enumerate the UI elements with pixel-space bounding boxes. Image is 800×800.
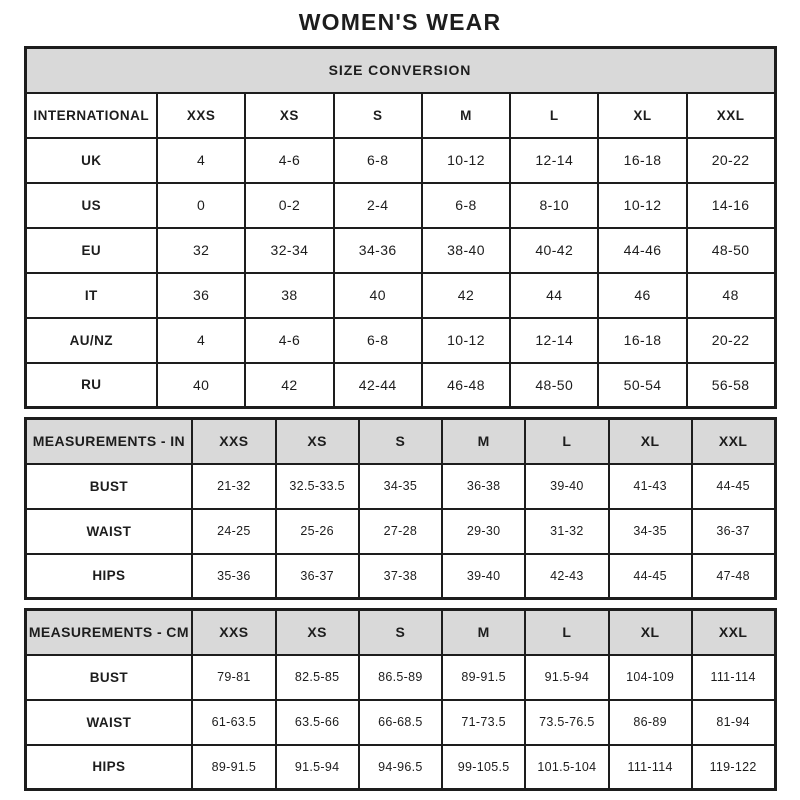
column-header-m: M (422, 93, 510, 138)
column-header-xxs: XXS (157, 93, 245, 138)
value-cell: 44-45 (692, 464, 775, 509)
value-cell: 6-8 (334, 318, 422, 363)
value-cell: 101.5-104 (525, 745, 608, 790)
value-cell: 0-2 (245, 183, 333, 228)
value-cell: 48-50 (687, 228, 775, 273)
row-label-it: IT (25, 273, 157, 318)
row-label-hips: HIPS (25, 554, 192, 599)
column-header-xxl: XXL (692, 610, 775, 655)
size-conversion-table-body (25, 48, 775, 408)
column-header-s: S (359, 419, 442, 464)
value-cell: 20-22 (687, 138, 775, 183)
size-conversion-header-row (25, 93, 775, 138)
value-cell: 10-12 (598, 183, 686, 228)
value-cell: 6-8 (422, 183, 510, 228)
value-cell: 73.5-76.5 (525, 700, 608, 745)
column-header-xs: XS (276, 419, 359, 464)
value-cell: 40 (157, 363, 245, 408)
column-header-s: S (359, 610, 442, 655)
value-cell: 38 (245, 273, 333, 318)
value-cell: 47-48 (692, 554, 775, 599)
column-header-xxs: XXS (192, 419, 275, 464)
size-conversion-row-us (25, 183, 775, 228)
value-cell: 44-45 (609, 554, 692, 599)
tables-container (24, 46, 777, 791)
row-label-bust: BUST (25, 464, 192, 509)
value-cell: 42-44 (334, 363, 422, 408)
measurements-in-row-waist (25, 509, 775, 554)
size-conversion-row-au-nz (25, 318, 775, 363)
value-cell: 79-81 (192, 655, 275, 700)
value-cell: 48 (687, 273, 775, 318)
column-header-m: M (442, 419, 525, 464)
value-cell: 35-36 (192, 554, 275, 599)
column-header-xxs: XXS (192, 610, 275, 655)
value-cell: 40 (334, 273, 422, 318)
row-label-ru: RU (25, 363, 157, 408)
value-cell: 42-43 (525, 554, 608, 599)
value-cell: 32-34 (245, 228, 333, 273)
value-cell: 2-4 (334, 183, 422, 228)
column-header-xxl: XXL (687, 93, 775, 138)
value-cell: 12-14 (510, 318, 598, 363)
value-cell: 94-96.5 (359, 745, 442, 790)
measurements-cm-row-bust (25, 655, 775, 700)
size-conversion-title: SIZE CONVERSION (25, 48, 775, 93)
value-cell: 66-68.5 (359, 700, 442, 745)
value-cell: 4-6 (245, 318, 333, 363)
value-cell: 44 (510, 273, 598, 318)
measurements-in-table-body (25, 419, 775, 599)
value-cell: 111-114 (692, 655, 775, 700)
value-cell: 99-105.5 (442, 745, 525, 790)
value-cell: 39-40 (525, 464, 608, 509)
row-label-uk: UK (25, 138, 157, 183)
column-header-international: INTERNATIONAL (25, 93, 157, 138)
value-cell: 40-42 (510, 228, 598, 273)
measurements-in-table (24, 417, 777, 600)
value-cell: 4 (157, 318, 245, 363)
column-header-s: S (334, 93, 422, 138)
column-header-xxl: XXL (692, 419, 775, 464)
value-cell: 71-73.5 (442, 700, 525, 745)
value-cell: 4 (157, 138, 245, 183)
value-cell: 34-35 (609, 509, 692, 554)
size-conversion-table (24, 46, 777, 409)
value-cell: 36-37 (276, 554, 359, 599)
value-cell: 20-22 (687, 318, 775, 363)
value-cell: 42 (422, 273, 510, 318)
measurements-in-row-hips (25, 554, 775, 599)
value-cell: 56-58 (687, 363, 775, 408)
column-header-measurements-cm: MEASUREMENTS - CM (25, 610, 192, 655)
value-cell: 4-6 (245, 138, 333, 183)
value-cell: 89-91.5 (442, 655, 525, 700)
value-cell: 91.5-94 (276, 745, 359, 790)
value-cell: 119-122 (692, 745, 775, 790)
value-cell: 111-114 (609, 745, 692, 790)
value-cell: 24-25 (192, 509, 275, 554)
measurements-cm-table-body (25, 610, 775, 790)
value-cell: 25-26 (276, 509, 359, 554)
measurements-cm-row-waist (25, 700, 775, 745)
value-cell: 29-30 (442, 509, 525, 554)
row-label-us: US (25, 183, 157, 228)
column-header-xl: XL (609, 419, 692, 464)
value-cell: 21-32 (192, 464, 275, 509)
column-header-l: L (525, 610, 608, 655)
measurements-in-header-row (25, 419, 775, 464)
column-header-l: L (525, 419, 608, 464)
value-cell: 16-18 (598, 318, 686, 363)
value-cell: 12-14 (510, 138, 598, 183)
column-header-l: L (510, 93, 598, 138)
column-header-xl: XL (609, 610, 692, 655)
value-cell: 86.5-89 (359, 655, 442, 700)
value-cell: 63.5-66 (276, 700, 359, 745)
value-cell: 36-38 (442, 464, 525, 509)
row-label-waist: WAIST (25, 509, 192, 554)
value-cell: 37-38 (359, 554, 442, 599)
value-cell: 89-91.5 (192, 745, 275, 790)
measurements-cm-header-row (25, 610, 775, 655)
value-cell: 34-36 (334, 228, 422, 273)
value-cell: 36 (157, 273, 245, 318)
value-cell: 61-63.5 (192, 700, 275, 745)
value-cell: 10-12 (422, 318, 510, 363)
column-header-xs: XS (245, 93, 333, 138)
value-cell: 6-8 (334, 138, 422, 183)
value-cell: 0 (157, 183, 245, 228)
measurements-in-row-bust (25, 464, 775, 509)
size-conversion-row-ru (25, 363, 775, 408)
measurements-cm-row-hips (25, 745, 775, 790)
size-conversion-title-row (25, 48, 775, 93)
row-label-bust: BUST (25, 655, 192, 700)
value-cell: 34-35 (359, 464, 442, 509)
value-cell: 104-109 (609, 655, 692, 700)
row-label-hips: HIPS (25, 745, 192, 790)
value-cell: 32.5-33.5 (276, 464, 359, 509)
value-cell: 81-94 (692, 700, 775, 745)
value-cell: 31-32 (525, 509, 608, 554)
value-cell: 44-46 (598, 228, 686, 273)
size-conversion-row-eu (25, 228, 775, 273)
row-label-waist: WAIST (25, 700, 192, 745)
measurements-cm-table (24, 608, 777, 791)
value-cell: 41-43 (609, 464, 692, 509)
column-header-xl: XL (598, 93, 686, 138)
size-conversion-row-uk (25, 138, 775, 183)
value-cell: 50-54 (598, 363, 686, 408)
row-label-au-nz: AU/NZ (25, 318, 157, 363)
value-cell: 46 (598, 273, 686, 318)
value-cell: 16-18 (598, 138, 686, 183)
value-cell: 38-40 (422, 228, 510, 273)
value-cell: 36-37 (692, 509, 775, 554)
column-header-xs: XS (276, 610, 359, 655)
value-cell: 32 (157, 228, 245, 273)
column-header-measurements-in: MEASUREMENTS - IN (25, 419, 192, 464)
value-cell: 10-12 (422, 138, 510, 183)
value-cell: 46-48 (422, 363, 510, 408)
value-cell: 48-50 (510, 363, 598, 408)
page-title: WOMEN'S WEAR (298, 9, 502, 35)
value-cell: 91.5-94 (525, 655, 608, 700)
row-label-eu: EU (25, 228, 157, 273)
size-conversion-row-it (25, 273, 775, 318)
value-cell: 39-40 (442, 554, 525, 599)
value-cell: 8-10 (510, 183, 598, 228)
value-cell: 27-28 (359, 509, 442, 554)
value-cell: 42 (245, 363, 333, 408)
value-cell: 14-16 (687, 183, 775, 228)
value-cell: 86-89 (609, 700, 692, 745)
value-cell: 82.5-85 (276, 655, 359, 700)
column-header-m: M (442, 610, 525, 655)
